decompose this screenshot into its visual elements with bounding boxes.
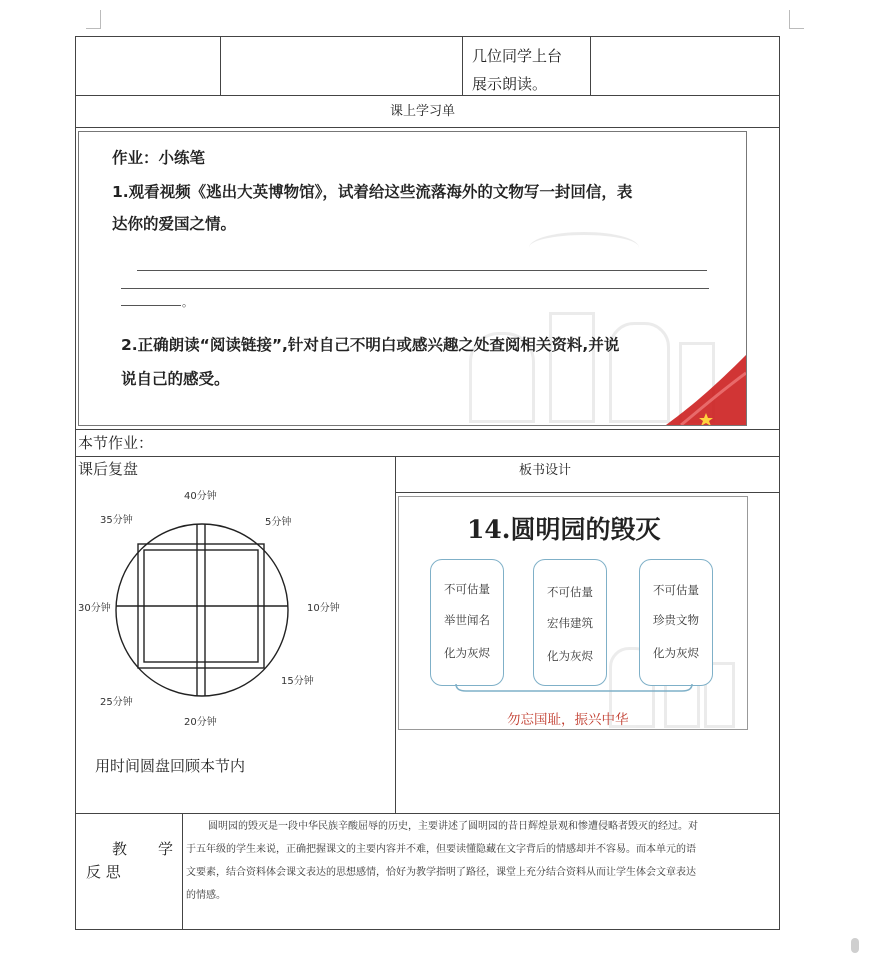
- reflection-label-1b: 学: [158, 840, 174, 858]
- top-row-note-line2: 展示朗读。: [472, 75, 548, 93]
- clock-label-40: 40分钟: [184, 491, 217, 502]
- answer-blank-end: 。: [182, 296, 193, 309]
- review-caption: 用时间圆盘回顾本节内: [95, 757, 246, 775]
- reflection-line-1: 圆明园的毁灭是一段中华民族辛酸屈辱的历史，主要讲述了圆明园的昔日辉煌景观和惨遭侵略者毁灭的经过。对: [208, 821, 698, 832]
- clock-label-35: 35分钟: [100, 515, 133, 526]
- clock-label-20: 20分钟: [184, 717, 217, 728]
- review-title: 课后复盘: [78, 460, 139, 478]
- board-slogan: 勿忘国耻，振兴中华: [507, 712, 629, 728]
- board-title: 14.圆明园的毁灭: [467, 515, 661, 544]
- board-image: [398, 496, 748, 730]
- clock-label-15: 15分钟: [281, 676, 314, 687]
- flag-decoration: [646, 355, 746, 425]
- board-box-1-line1: 不可估量: [444, 582, 490, 596]
- board-box-1-line3: 化为灰烬: [444, 646, 490, 660]
- homework-box: [78, 131, 747, 426]
- reflection-label-1a: 教: [112, 840, 128, 858]
- answer-blank-line-2: [121, 288, 709, 289]
- homework-q2-line1: 2.正确朗读“阅读链接”,针对自己不明白或感兴趣之处查阅相关资料,并说: [121, 336, 620, 354]
- board-box-3-line1: 不可估量: [653, 583, 699, 597]
- board-box-1-line2: 举世闻名: [444, 613, 490, 627]
- board-box-2-line3: 化为灰烬: [547, 649, 593, 663]
- reflection-line-3: 文要素，结合资料体会课文表达的思想感情，恰好为教学指明了路径，课堂上充分结合资料从而让学生体会文章表达: [186, 867, 696, 878]
- time-disc-diagram: [100, 500, 310, 720]
- board-box-2-line2: 宏伟建筑: [547, 616, 593, 630]
- homework-heading: 作业：小练笔: [112, 149, 206, 167]
- board-box-3-line3: 化为灰烬: [653, 646, 699, 660]
- board-box-3-line2: 珍贵文物: [653, 613, 699, 627]
- clock-label-10: 10分钟: [307, 603, 340, 614]
- answer-blank-line-3: [121, 305, 181, 306]
- homework-q1-line1: 1.观看视频《逃出大英博物馆》，试着给这些流落海外的文物写一封回信，表: [112, 183, 633, 201]
- board-bracket: [454, 683, 694, 699]
- answer-blank-line-1: [137, 270, 707, 271]
- corner-mark-right: [789, 10, 804, 29]
- board-box-3: [639, 559, 713, 686]
- board-box-2: [533, 559, 607, 686]
- homework-q1-line2: 达你的爱国之情。: [112, 215, 237, 233]
- section-homework-label: 本节作业：: [78, 434, 154, 452]
- clock-label-5: 5分钟: [265, 517, 292, 528]
- board-box-1: [430, 559, 504, 686]
- corner-mark-left: [86, 10, 101, 29]
- board-box-2-line1: 不可估量: [547, 585, 593, 599]
- reflection-line-2: 于五年级的学生来说，正确把握课文的主要内容并不难，但要读懂隐藏在文字背后的情感却并不容易。而本单元的语: [186, 844, 696, 855]
- clock-label-30: 30分钟: [78, 603, 111, 614]
- homework-q2-line2: 说自己的感受。: [121, 370, 230, 388]
- reflection-label-2: 反 思: [86, 863, 121, 881]
- top-row-note-line1: 几位同学上台: [472, 47, 563, 65]
- board-header: 板书设计: [519, 463, 572, 478]
- reflection-line-4: 的情感。: [186, 890, 226, 901]
- worksheet-title: 课上学习单: [390, 104, 456, 119]
- scroll-indicator[interactable]: [851, 938, 859, 953]
- clock-label-25: 25分钟: [100, 697, 133, 708]
